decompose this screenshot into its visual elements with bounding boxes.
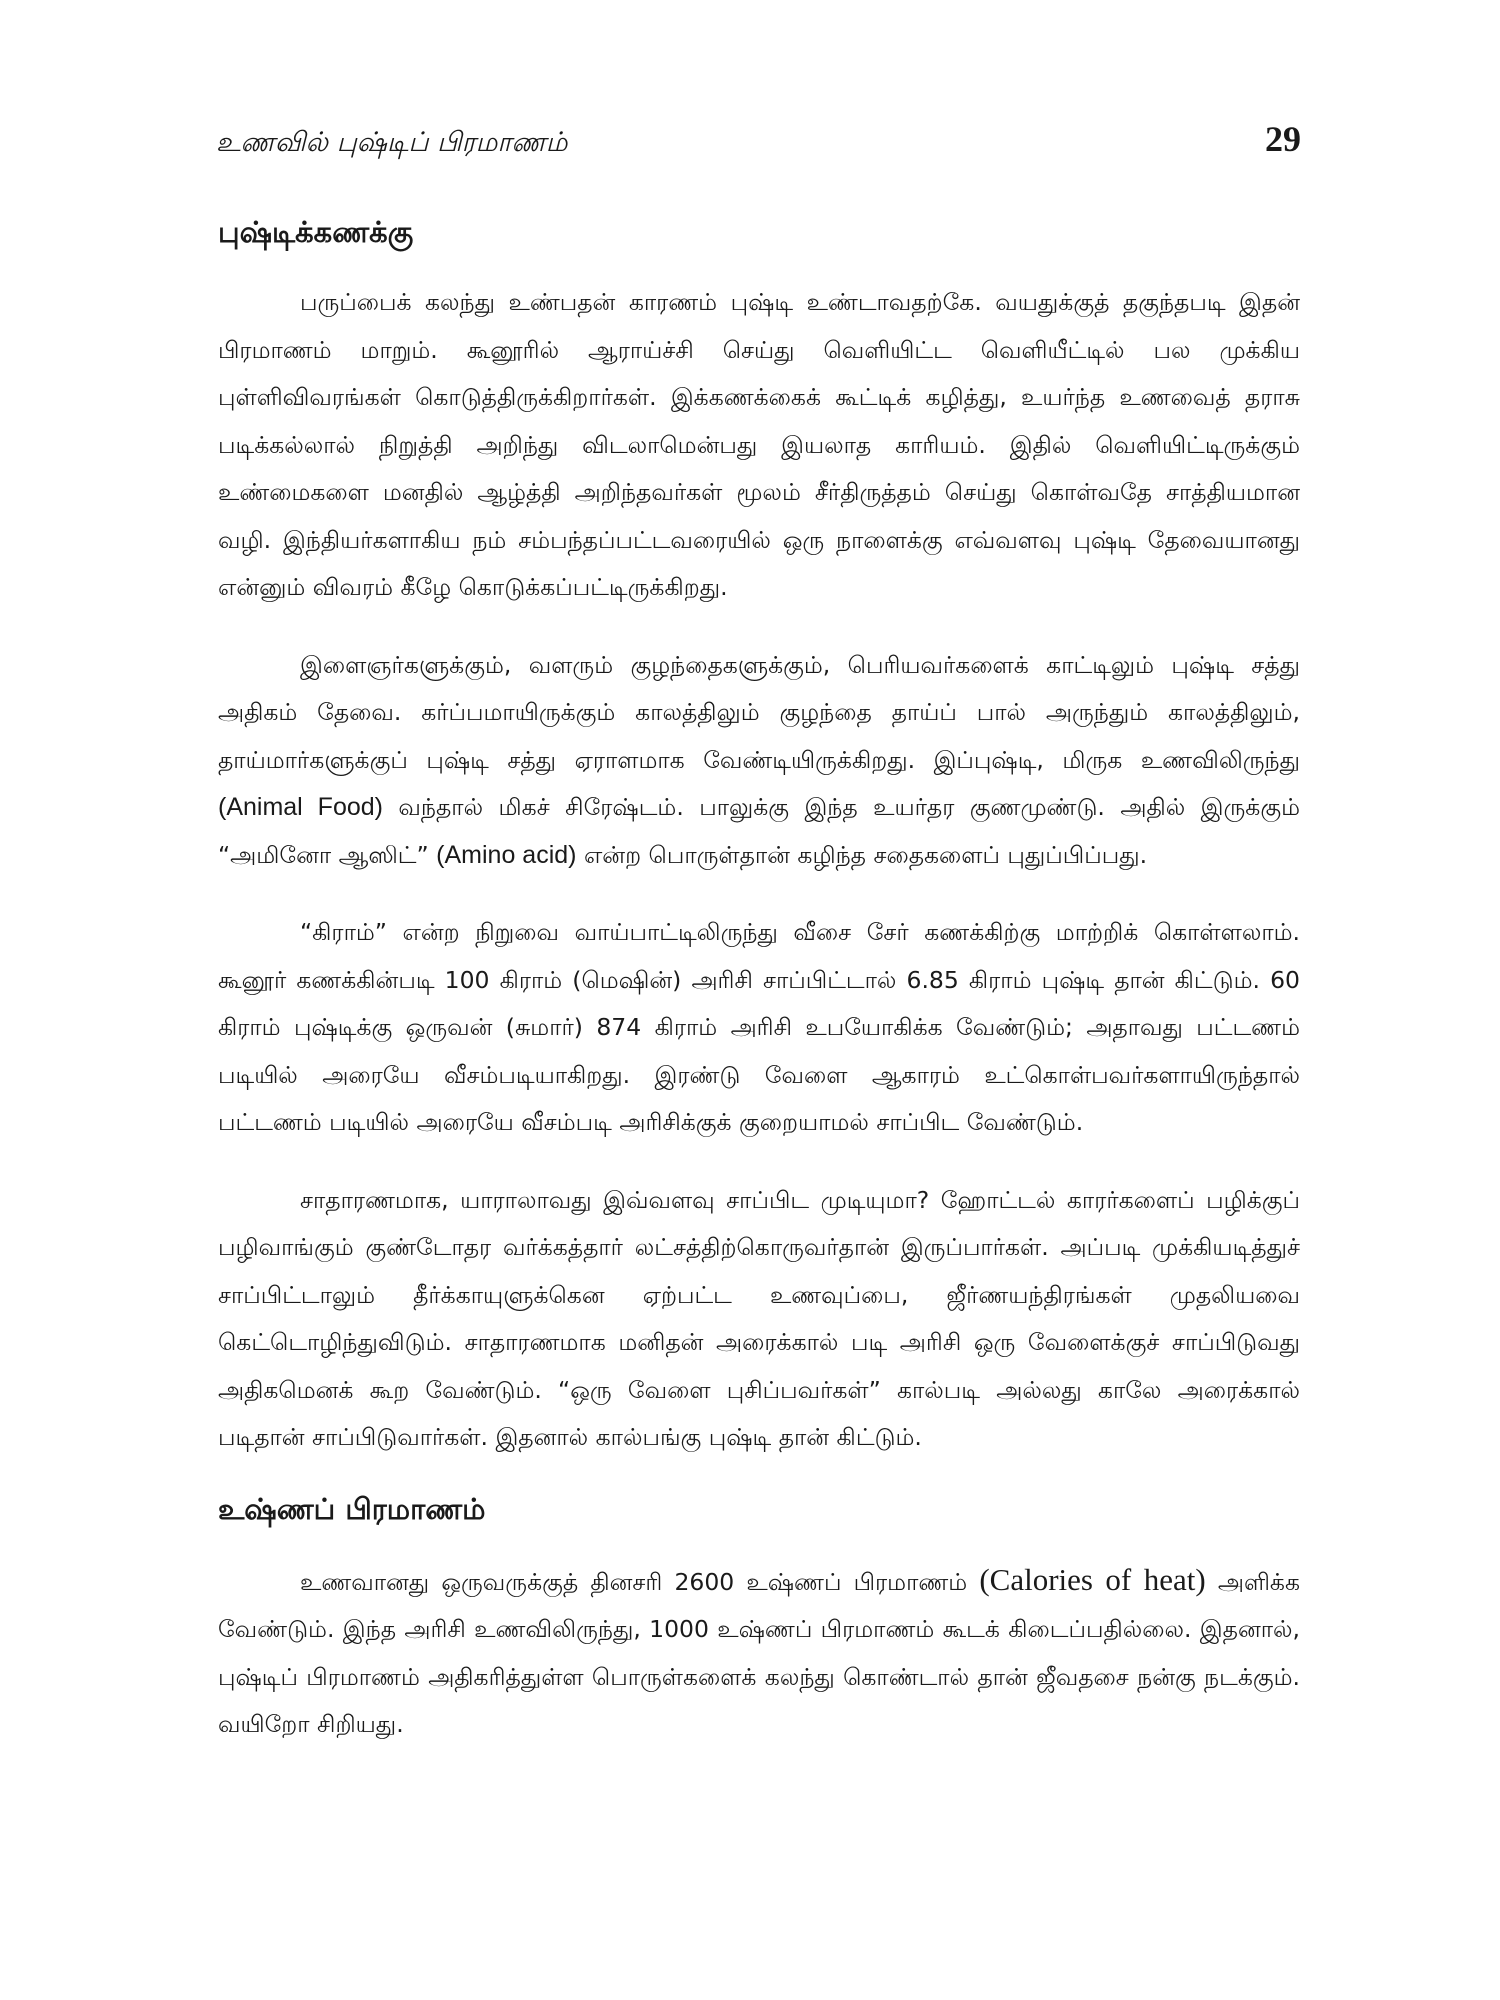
paragraph-3: “கிராம்” என்ற நிறுவை வாய்பாட்டிலிருந்து வீசை சேர் கணக்கிற்கு மாற்றிக் கொள்ளலாம். கூனூர் கணக்கின்படி 100 கிராம் (மெஷின்) அரிசி சாப்பிட்டால் 6.85 கிராம் புஷ்டி தான் கிட்டும். 60 கிராம் புஷ்டிக்கு ஒருவன் (சுமார்) 874 கிராம் அரிசி உபயோகிக்க வேண்டும்; அதாவது பட்டணம் படியில் அரையே வீசம்படியாகிறது. இரண்டு வேளை ஆகாரம் உட்கொள்பவர்களாயிருந்தால் பட்டணம் படியில் அரையே வீசம்படி அரிசிக்குக் குறையாமல் சாப்பிட வேண்டும்.	[218, 918, 1300, 1136]
section-heading-heat-measure: உஷ்ணப் பிரமாணம்	[218, 1491, 486, 1526]
paragraph-2-part-c: என்ற பொருள்தான் கழிந்த சதைகளைப் புதுப்பிப்பது.	[576, 840, 1148, 869]
english-term-amino-acid: (Amino acid)	[436, 840, 577, 869]
running-header	[216, 118, 1301, 162]
paragraph-4: சாதாரணமாக, யாராலாவது இவ்வளவு சாப்பிட முடியுமா? ஹோட்டல் காரர்களைப் பழிக்குப் பழிவாங்கும் குண்டோதர வர்க்கத்தார் லட்சத்திற்கொருவர்தான் இருப்பார்கள். அப்படி முக்கியடித்துச் சாப்பிட்டாலும் தீர்க்காயுளுக்கென ஏற்பட்ட உணவுப்பை, ஜீர்ணயந்திரங்கள் முதலியவை கெட்டொழிந்துவிடும். சாதாரணமாக மனிதன் அரைக்கால் படி அரிசி ஒரு வேளைக்குச் சாப்பிடுவது அதிகமெனக் கூற வேண்டும். “ஒரு வேளை புசிப்பவர்கள்” கால்படி அல்லது காலே அரைக்கால் படிதான் சாப்பிடுவார்கள். இதனால் கால்பங்கு புஷ்டி தான் கிட்டும்.	[218, 1185, 1300, 1451]
paragraph-5	[218, 1556, 1300, 1749]
running-title: உணவில் புஷ்டிப் பிரமாணம்	[216, 127, 568, 158]
section-heading-nutrition-count: புஷ்டிக்கணக்கு	[218, 215, 414, 249]
paragraph-5-part-b: அளிக்க வேண்டும். இந்த அரிசி உணவிலிருந்து, 1000 உஷ்ணப் பிரமாணம் கூடக் கிடைப்பதில்லை. இதனால், புஷ்டிப் பிரமாணம் அதிகரித்துள்ள பொருள்களைக் கலந்து கொண்டால் தான் ஜீவதசை நன்கு நடக்கும். வயிறோ சிறியது.	[218, 1567, 1300, 1738]
paragraph-2	[218, 642, 1300, 880]
english-term-calories: (Calories of heat)	[979, 1561, 1206, 1597]
paragraph-1: பருப்பைக் கலந்து உண்பதன் காரணம் புஷ்டி உண்டாவதற்கே. வயதுக்குத் தகுந்தபடி இதன் பிரமாணம் மாறும். கூனூரில் ஆராய்ச்சி செய்து வெளியிட்ட வெளியீட்டில் பல முக்கிய புள்ளிவிவரங்கள் கொடுத்திருக்கிறார்கள். இக்கணக்கைக் கூட்டிக் கழித்து, உயர்ந்த உணவைத் தராசு படிக்கல்லால் நிறுத்தி அறிந்து விடலாமென்பது இயலாத காரியம். இதில் வெளியிட்டிருக்கும் உண்மைகளை மனதில் ஆழ்த்தி அறிந்தவர்கள் மூலம் சீர்திருத்தம் செய்து கொள்வதே சாத்தியமான வழி. இந்தியர்களாகிய நம் சம்பந்தப்பட்டவரையில் ஒரு நாளைக்கு எவ்வளவு புஷ்டி தேவையானது என்னும் விவரம் கீழே கொடுக்கப்பட்டிருக்கிறது.	[218, 288, 1300, 601]
english-term-animal-food: (Animal Food)	[218, 793, 383, 821]
paragraph-2-part-b: வந்தால் மிகச் சிரேஷ்டம். பாலுக்கு இந்த உயர்தர குணமுண்டு. அதில் இருக்கும் “அமினோ ஆஸிட்”	[218, 793, 1300, 869]
paragraph-5-part-a: உணவானது ஒருவருக்குத் தினசரி 2600 உஷ்ணப் பிரமாணம்	[300, 1567, 980, 1596]
page-number: 29	[1265, 119, 1301, 159]
paragraph-2-part-a: இளைஞர்களுக்கும், வளரும் குழந்தைகளுக்கும், பெரியவர்களைக் காட்டிலும் புஷ்டி சத்து அதிகம் தேவை. கர்ப்பமாயிருக்கும் காலத்திலும் குழந்தை தாய்ப் பால் அருந்தும் காலத்திலும், தாய்மார்களுக்குப் புஷ்டி சத்து ஏராளமாக வேண்டியிருக்கிறது. இப்புஷ்டி, மிருக உணவிலிருந்து	[218, 650, 1300, 774]
text-column	[218, 215, 1300, 1749]
